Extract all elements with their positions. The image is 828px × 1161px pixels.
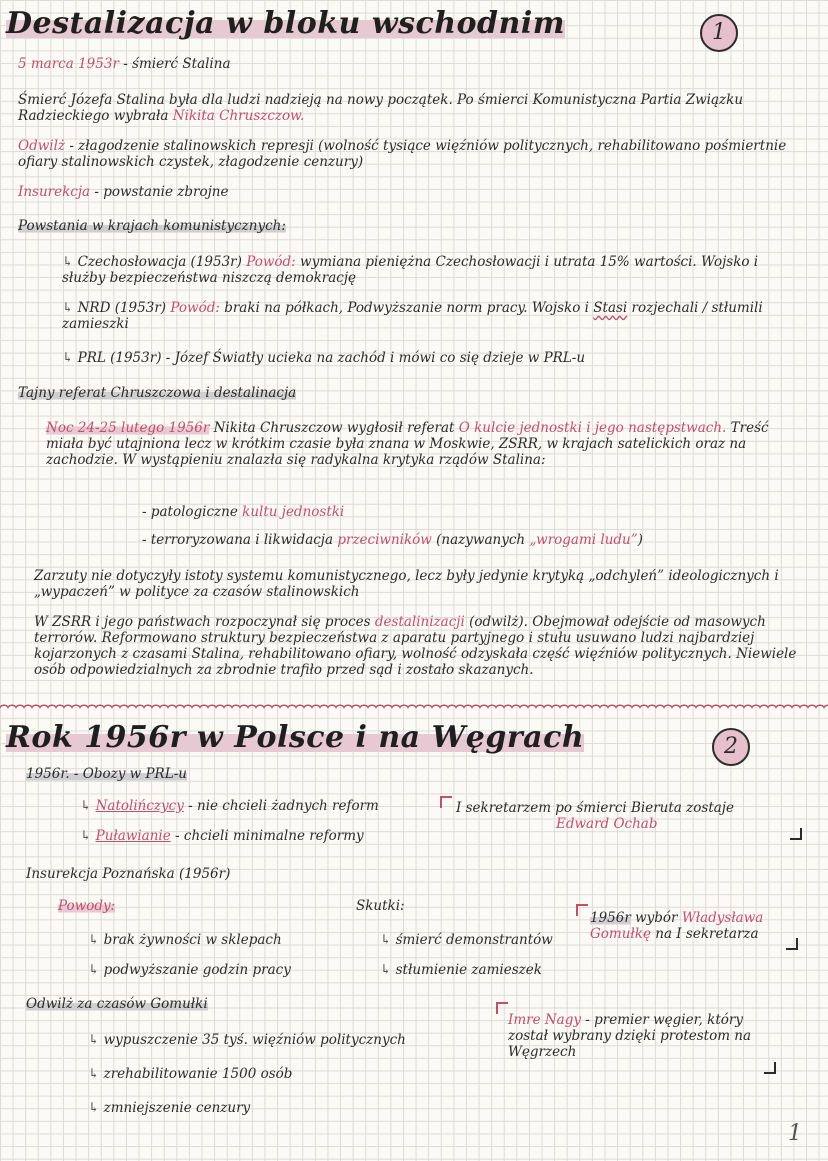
- box-3-corner-br: [764, 1062, 776, 1074]
- skutek-item-2: ↳ stłumienie zamieszek: [380, 962, 542, 978]
- box-2-corner-tl: [576, 904, 588, 916]
- powod-item-2: ↳ podwyższanie godzin pracy: [88, 962, 291, 978]
- box-2-corner-br: [786, 938, 798, 950]
- page-number: 1: [788, 1121, 802, 1146]
- dash-item-kult: - patologiczne kultu jednostki: [142, 504, 345, 520]
- insurekcja-poznanska-heading: Insurekcja Poznańska (1956r): [26, 866, 231, 882]
- zarzuty-paragraph: Zarzuty nie dotyczyły istoty systemu komunistycznego, lecz były jedynie krytyką „odchyleń” ideologicznych i „wypaczeń” w polityce za czasów stalinowskich: [34, 568, 779, 600]
- section-2-number-badge: 2: [712, 728, 750, 766]
- czechoslovakia-item: ↳ Czechosłowacja (1953r) Powód: wymiana pieniężna Czechosłowacji i utrata 15% wartości. Wojsko i służby bezpieczeństwa niszczą demokrację: [62, 254, 802, 286]
- nagy-note: Imre Nagy - premier węgier, który został wybrany dzięki protestom na Węgrzech: [508, 1012, 752, 1060]
- obozy-heading: 1956r. - Obozy w PRL-u: [26, 766, 187, 782]
- dash-item-terror: - terroryzowana i likwidacja przeciwników (nazywanych „wrogami ludu”): [142, 532, 643, 548]
- zsrr-paragraph: W ZSRR i jego państwach rozpoczynał się proces destalinizacji (odwilż). Obejmował odejście od masowych terrorów. Reformowano struktury bezpieczeństwa z aparatu partyjnego i stułu usuwano ludzi najbardziej kojarzonych z czasami Stalina, rehabilitowano ofiary, wolność odzyskała część więźniów politycznych. Niewiele osób odpowiedzialnych za zbrodnie trafiło przed sąd i zostało skazanych.: [34, 614, 797, 678]
- box-1-corner-br: [790, 828, 802, 840]
- referat-heading: Tajny referat Chruszczowa i destalinacja: [18, 385, 297, 401]
- odwilz-item-2: ↳ zrehabilitowanie 1500 osób: [88, 1066, 292, 1082]
- death-date-line: 5 marca 1953r - śmierć Stalina: [18, 56, 231, 72]
- nrd-item: ↳ NRD (1953r) Powód: braki na półkach, Podwyższanie norm pracy. Wojsko i Stasi rozjechali / stłumili zamieszki: [62, 300, 802, 332]
- skutek-item-1: ↳ śmierć demonstrantów: [380, 932, 553, 948]
- odwilz-definition: Odwilż - złagodzenie stalinowskich represji (wolność tysiące więźniów politycznych, rehabilitowano pośmiertnie ofiary stalinowskich czystek, złagodzenie cenzury): [18, 138, 787, 170]
- powod-item-1: ↳ brak żywności w sklepach: [88, 932, 282, 948]
- section-divider: [0, 702, 828, 710]
- insurekcja-definition: Insurekcja - powstanie zbrojne: [18, 184, 229, 200]
- odwilz-item-1: ↳ wypuszczenie 35 tyś. więźniów politycznych: [88, 1032, 406, 1048]
- prl-item: ↳ PRL (1953r) - Józef Światły ucieka na zachód i mówi co się dzieje w PRL-u: [62, 350, 802, 366]
- intro-paragraph: Śmierć Józefa Stalina była dla ludzi nadzieją na nowy początek. Po śmierci Komunistyczna Partia Związku Radzieckiego wybrała Nikita Chruszczow.: [18, 92, 744, 124]
- skutki-label: Skutki:: [356, 898, 405, 914]
- powstania-heading: Powstania w krajach komunistycznych:: [18, 218, 286, 234]
- noc-paragraph: Noc 24-25 lutego 1956r Nikita Chruszczow wygłosił referat O kulcie jednostki i jego następstwach. Treść miała być utajniona lecz w krótkim czasie była znana w Moskwie, ZSRR, w krajach satelickich oraz na zachodzie. W wystąpieniu znalazła się radykalna krytyka rządów Stalina:: [46, 420, 769, 468]
- section-2-title: Rok 1956r w Polsce i na Węgrach: [6, 720, 585, 755]
- odwilz-item-3: ↳ zmniejszenie cenzury: [88, 1100, 250, 1116]
- odwilz-gomulki-heading: Odwilż za czasów Gomułki: [26, 996, 208, 1012]
- ochab-note: I sekretarzem po śmierci Bieruta zostaje Edward Ochab: [456, 800, 734, 832]
- section-1-number-badge: 1: [700, 14, 738, 52]
- gomulka-note: 1956r wybór Władysława Gomułkę na I sekretarza: [590, 910, 764, 942]
- section-1-title: Destalizacja w bloku wschodnim: [6, 6, 565, 41]
- natolinczycy-item: ↳ Natolińczycy - nie chcieli żadnych reform: [80, 798, 379, 814]
- box-3-corner-tl: [496, 1002, 508, 1014]
- box-1-corner-tl: [440, 796, 452, 808]
- pulawianie-item: ↳ Puławianie - chcieli minimalne reformy: [80, 828, 364, 844]
- powody-label: Powody:: [58, 898, 116, 914]
